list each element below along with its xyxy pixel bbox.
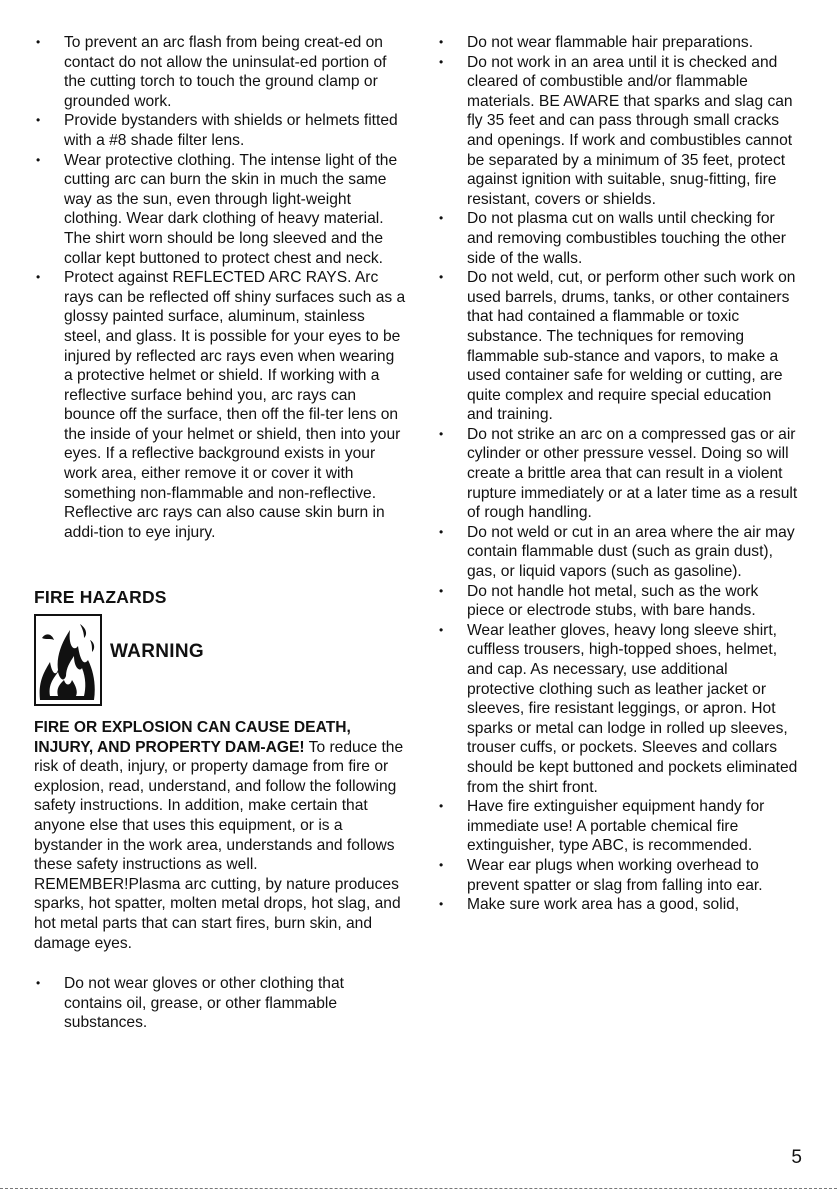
list-item: • Do not wear gloves or other clothing that contains oil, grease, or other flammable substances. xyxy=(36,975,344,1032)
list-item: • Make sure work area has a good, solid, xyxy=(439,896,740,914)
list-item: • To prevent an arc flash from being creat-ed on contact do not allow the uninsulat-ed portion of the cutting torch to touch the ground clamp or grounded work. xyxy=(36,34,387,110)
list-item: • Do not weld, cut, or perform other such work on used barrels, drums, tanks, or other containers that had contained a flammable or toxic substance. The techniques for removing flammable sub-stance and vapors, to make a used container safe for welding or cutting, are quite complex and require special education and training. xyxy=(439,269,796,424)
hazard-text: To reduce the risk of death, injury, or property damage from fire or explosion, read, understand, and follow the following safety instructions. In addition, make certain that anyone else that uses this equipment, or is a bystander in the work area, understands and follows these safety instructions as well. REMEMBER!Plasma arc cutting, by nature produces sparks, hot spatter, molten metal drops, hot slag, and hot metal parts that can start fires, burn skin, and damage eyes. xyxy=(34,738,404,952)
arc-ray-bullet-list xyxy=(34,33,406,542)
list-item: • Have fire extinguisher equipment handy for immediate use! A portable chemical fire extinguisher, type ABC, is recommended. xyxy=(439,798,765,855)
bullet-icon: • xyxy=(36,113,41,128)
list-item: • Do not work in an area until it is checked and cleared of combustible and/or flammable materials. BE AWARE that sparks and slag can fly 35 feet and can pass through small cracks and openings. If work and combustibles cannot be separated by a minimum of 35 feet, protect against ignition with suitable, snug-fitting, fire resistant, covers or shields. xyxy=(439,53,793,208)
bullet-icon: • xyxy=(439,622,444,637)
bullet-icon: • xyxy=(36,976,41,991)
warning-banner xyxy=(34,614,406,716)
bullet-icon: • xyxy=(439,270,444,285)
page-number: 5 xyxy=(791,1147,802,1168)
bullet-icon: • xyxy=(36,152,41,167)
list-item: • Wear leather gloves, heavy long sleeve shirt, cuffless trousers, high-topped shoes, helmet, and cap. As necessary, use additional protective clothing such as leather jacket or sleeves, fire resistant leggings, or apron. Hot sparks or metal can lodge in rolled up sleeves, trouser cuffs, or pockets. Sleeves and collars should be kept buttoned and pockets eliminated from the shirt front. xyxy=(439,621,798,796)
warning-label: WARNING xyxy=(110,641,204,663)
fire-bullet-list-right xyxy=(437,33,799,915)
list-item: • Provide bystanders with shields or helmets fitted with a #8 shade filter lens. xyxy=(36,112,398,149)
bullet-icon: • xyxy=(439,426,444,441)
bullet-icon: • xyxy=(36,35,41,49)
list-item: • Wear protective clothing. The intense light of the cutting arc can burn the skin in much the same way as the sun, even through light-weight clothing. Wear dark clothing of heavy material. The shirt worn should be long sleeved and the collar kept buttoned to protect chest and neck. xyxy=(36,151,398,267)
bullet-icon: • xyxy=(439,524,444,539)
left-column xyxy=(34,33,406,1033)
fire-bullet-list-left xyxy=(34,974,406,1033)
fire-hazard-paragraph xyxy=(34,718,406,953)
bullet-icon: • xyxy=(439,583,444,598)
bullet-icon: • xyxy=(439,35,444,49)
right-column xyxy=(437,33,799,915)
section-title: FIRE HAZARDS xyxy=(34,587,167,608)
bullet-icon: • xyxy=(439,799,444,814)
list-item: • Do not plasma cut on walls until checking for and removing combustibles touching the other side of the walls. xyxy=(439,210,786,267)
bullet-icon: • xyxy=(439,211,444,226)
bullet-icon: • xyxy=(439,857,444,872)
list-item: • Do not strike an arc on a compressed gas or air cylinder or other pressure vessel. Doing so will create a brittle area that can result in a violent rupture immediately or at a later time as a result of rough handling. xyxy=(439,425,798,522)
hazard-heading: FIRE OR EXPLOSION CAN CAUSE DEATH, INJURY, AND PROPERTY DAM-AGE! xyxy=(34,719,351,756)
list-item: • Do not handle hot metal, such as the work piece or electrode stubs, with bare hands. xyxy=(439,582,759,620)
fire-warning-icon xyxy=(34,614,102,706)
list-item: • Do not weld or cut in an area where the air may contain flammable dust (such as grain dust), gas, or liquid vapors (such as gasoline). xyxy=(439,523,795,581)
bullet-icon: • xyxy=(36,270,41,285)
list-item: • Wear ear plugs when working overhead to prevent spatter or slag from falling into ear. xyxy=(439,856,763,894)
bullet-icon: • xyxy=(439,897,444,912)
list-item: • Protect against REFLECTED ARC RAYS. Arc rays can be reflected off shiny surfaces such as a glossy painted surface, aluminum, stainless steel, and glass. It is possible for your eyes to be injured by reflected arc rays even when wearing a protective helmet or shield. If working with a reflective surface behind you, arc rays can bounce off the surface, then off the fil-ter lens on the inside of your helmet or shield, then into your eyes. If a reflective background exists in your work area, either remove it or cover it with something non-flammable and non-reflective. Reflective arc rays can also cause skin burn in addi-tion to eye injury. xyxy=(36,269,406,541)
footer-divider xyxy=(0,1188,837,1189)
list-item: • Do not wear flammable hair preparations. xyxy=(439,34,754,51)
bullet-icon: • xyxy=(439,54,444,69)
